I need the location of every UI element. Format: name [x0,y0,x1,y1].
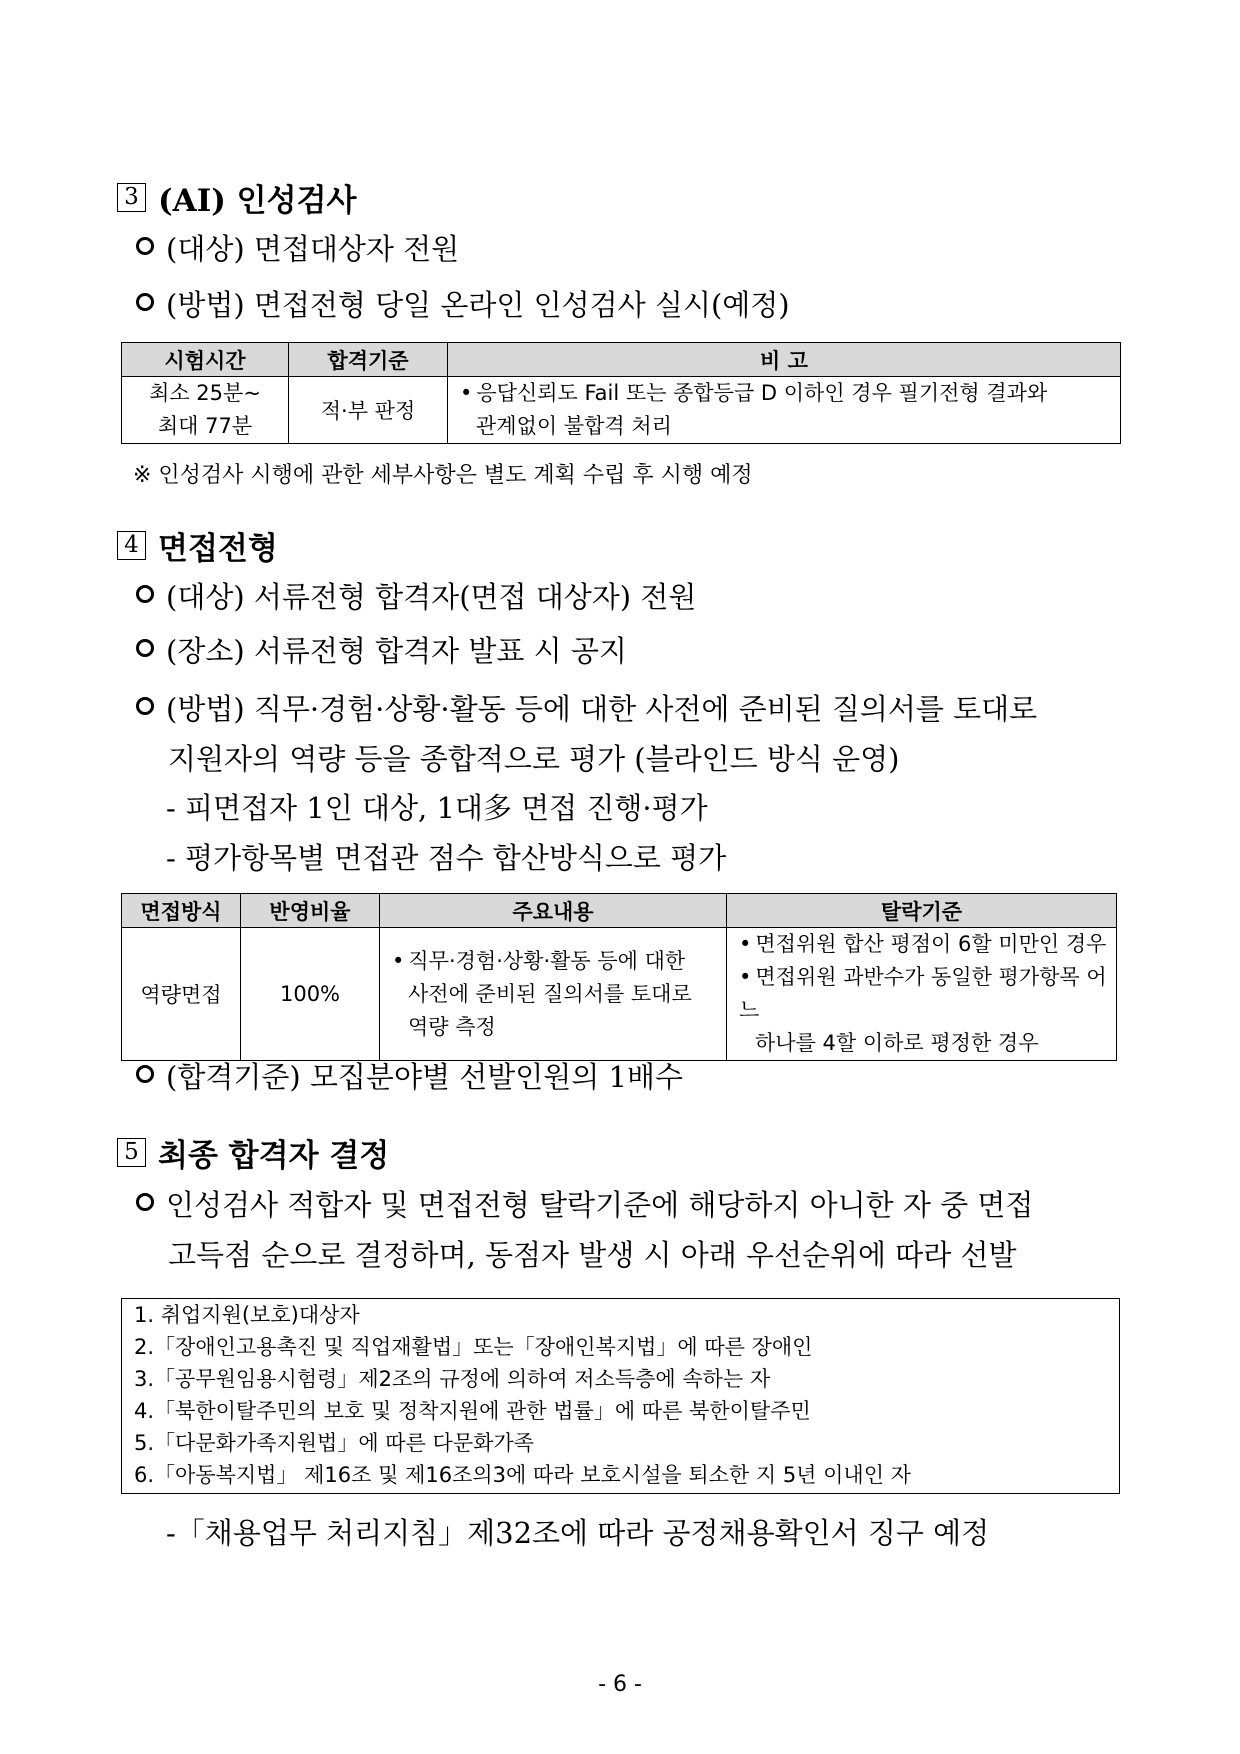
section-number: 4 [117,531,146,560]
note: ※ 인성검사 시행에 관한 세부사항은 별도 계획 수립 후 시행 예정 [133,463,753,488]
table-header: 면접방식 [122,894,241,928]
section-title: 면접전형 [158,531,278,567]
test-time-cell: 최소 25분~ 최대 77분 [122,377,289,444]
personality-test-table [121,342,1121,444]
list-item: 3.「공무원임용시험령」제2조의 규정에 의하여 저소득층에 속하는 자 [134,1367,771,1391]
bullet-dot-icon: • [739,965,752,989]
ratio-cell: 100% [241,928,380,1061]
bullet-pass-criteria: (합격기준) 모집분야별 선발인원의 1배수 [136,1052,683,1102]
content-cell: • 직무·경험·상황·활동 등에 대한 사전에 준비된 질의서를 토대로 역량 측정 [380,928,727,1061]
drop-criteria-cell: • 면접위원 합산 평점이 6할 미만인 경우 • 면접위원 과반수가 동일한 평가항목 어느 하나를 4할 이하로 평정한 경우 [727,928,1117,1061]
hollow-circle-icon [136,1193,154,1211]
section-5-heading [117,1130,389,1175]
priority-list-box [121,1298,1120,1494]
bullet-target: (대상) 면접대상자 전원 [136,224,459,274]
bullet-target: (대상) 서류전형 합격자(면접 대상자) 전원 [136,572,696,622]
bullet-method: (방법) 면접전형 당일 온라인 인성검사 실시(예정) [136,280,790,330]
dash-item: - 피면접자 1인 대상, 1대多 면접 진행·평가 [166,791,708,825]
hollow-circle-icon [136,639,154,657]
table-header: 비 고 [448,343,1121,377]
table-header: 탈락기준 [727,894,1117,928]
list-item: 6.「아동복지법」 제16조 및 제16조의3에 따라 보호시설을 퇴소한 지 5년 이내인 자 [134,1463,911,1487]
bullet-method: (방법) 직무·경험·상황·활동 등에 대한 사전에 준비된 질의서를 토대로 지원자의 역량 등을 종합적으로 평가 (블라인드 방식 운영) [136,684,1037,784]
section-4-heading [117,523,278,568]
dash-item: -「채용업무 처리지침」제32조에 따라 공정채용확인서 징구 예정 [166,1516,990,1550]
hollow-circle-icon [136,697,154,715]
table-header: 주요내용 [380,894,727,928]
list-item: 2.「장애인고용촉진 및 직업재활법」또는「장애인복지법」에 따른 장애인 [134,1335,813,1359]
bullet-final-decision: 인성검사 적합자 및 면접전형 탈락기준에 해당하지 아니한 자 중 면접 고득점 순으로 결정하며, 동점자 발생 시 아래 우선순위에 따라 선발 [136,1180,1033,1280]
section-title: (AI) 인성검사 [158,183,357,219]
hollow-circle-icon [136,293,154,311]
table-header: 합격기준 [289,343,448,377]
page-number: - 6 - [598,1672,642,1697]
section-3-heading [117,175,356,220]
table-header: 반영비율 [241,894,380,928]
hollow-circle-icon [136,237,154,255]
list-item: 5.「다문화가족지원법」에 따른 다문화가족 [134,1431,534,1455]
section-number: 3 [117,183,146,212]
hollow-circle-icon [136,585,154,603]
hollow-circle-icon [136,1065,154,1083]
bullet-place: (장소) 서류전형 합격자 발표 시 공지 [136,626,627,676]
dash-item: - 평가항목별 면접관 점수 합산방식으로 평가 [166,841,727,875]
bullet-dot-icon: • [739,932,752,956]
interview-method-cell: 역량면접 [122,928,241,1061]
bullet-dot-icon: • [392,948,405,973]
list-item: 4.「북한이탈주민의 보호 및 정착지원에 관한 법률」에 따른 북한이탈주민 [134,1399,811,1423]
interview-table [121,893,1117,1061]
remark-cell: • 응답신뢰도 Fail 또는 종합등급 D 이하인 경우 필기전형 결과와 관계없이 불합격 처리 [448,377,1121,444]
table-header: 시험시간 [122,343,289,377]
section-title: 최종 합격자 결정 [158,1138,390,1174]
bullet-dot-icon: • [460,381,473,405]
pass-criteria-cell: 적·부 판정 [289,377,448,444]
list-item: 1. 취업지원(보호)대상자 [134,1303,360,1327]
section-number: 5 [117,1138,146,1167]
